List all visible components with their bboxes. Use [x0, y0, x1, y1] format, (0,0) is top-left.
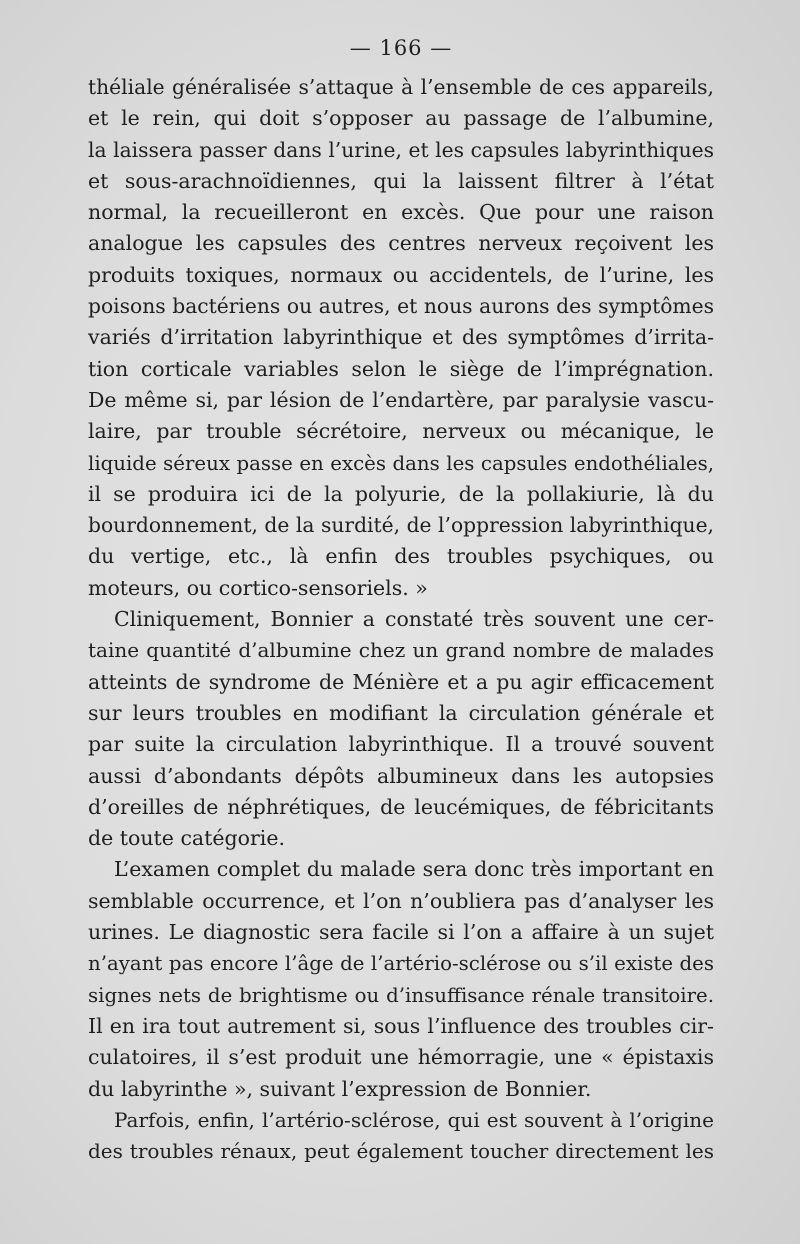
text-line: atteints de syndrome de Ménière et a pu agir efficacement — [88, 669, 714, 694]
page-number: — 166 — — [349, 36, 453, 60]
text-line: des troubles rénaux, peut également toucher directement les — [88, 1139, 714, 1164]
body-text — [88, 72, 714, 1167]
text-line: analogue les capsules des centres nerveux reçoivent les — [88, 231, 714, 256]
text-line: variés d’irritation labyrinthique et des symptômes d’irrita- — [88, 325, 714, 350]
text-line: théliale généralisée s’attaque à l’ensemble de ces appareils, — [88, 75, 714, 99]
text-line: moteurs, ou cortico-sensoriels. » — [88, 575, 428, 600]
text-line: produits toxiques, normaux ou accidentels, de l’urine, les — [88, 262, 714, 287]
text-line: culatoires, il s’est produit une hémorragie, une « épistaxis — [88, 1045, 714, 1070]
paragraph-start-line: L’examen complet du malade sera donc très important en — [114, 857, 714, 882]
paragraph-start-line: Parfois, enfin, l’artério-sclérose, qui est souvent à l’origine — [114, 1107, 714, 1132]
text-line: normal, la recueilleront en excès. Que pour une raison — [88, 200, 714, 225]
text-line: de toute catégorie. — [88, 826, 285, 851]
paragraph-start-line: Cliniquement, Bonnier a constaté très souvent une cer- — [114, 607, 714, 632]
text-line: et sous-arachnoïdiennes, qui la laissent filtrer à l’état — [88, 168, 714, 193]
text-line: De même si, par lésion de l’endartère, par paralysie vascu- — [88, 387, 714, 412]
text-line: laire, par trouble sécrétoire, nerveux ou mécanique, le — [88, 419, 714, 444]
text-line: aussi d’abondants dépôts albumineux dans les autopsies — [88, 763, 714, 788]
text-line: tion corticale variables selon le siège de l’imprégnation. — [88, 356, 714, 381]
text-line: du vertige, etc., là enfin des troubles psychiques, ou — [88, 544, 714, 569]
text-line: Il en ira tout autrement si, sous l’influence des troubles cir- — [88, 1013, 714, 1038]
text-line: il se produira ici de la polyurie, de la pollakiurie, là du — [88, 481, 714, 506]
text-line: et le rein, qui doit s’opposer au passage de l’albumine, — [88, 106, 714, 131]
text-line: semblable occurrence, et l’on n’oubliera pas d’analyser les — [88, 888, 714, 913]
text-line: par suite la circulation labyrinthique. Il a trouvé souvent — [88, 732, 714, 757]
text-line: d’oreilles de néphrétiques, de leucémiques, de fébricitants — [88, 794, 714, 819]
text-line: poisons bactériens ou autres, et nous aurons des symptômes — [88, 294, 714, 319]
text-line: liquide séreux passe en excès dans les capsules endothéliales, — [88, 451, 714, 475]
text-line: du labyrinthe », suivant l’expression de Bonnier. — [88, 1076, 592, 1101]
text-line: sur leurs troubles en modifiant la circulation générale et — [88, 700, 714, 725]
text-line: signes nets de brightisme ou d’insuffisance rénale transitoire. — [88, 983, 714, 1007]
text-line: la laissera passer dans l’urine, et les capsules labyrinthiques — [88, 137, 714, 162]
text-line: urines. Le diagnostic sera facile si l’on a affaire à un sujet — [88, 920, 714, 945]
text-line: bourdonnement, de la surdité, de l’oppression labyrinthique, — [88, 513, 714, 538]
text-line: n’ayant pas encore l’âge de l’artério-sclérose ou s’il existe des — [88, 952, 714, 976]
text-line: taine quantité d’albumine chez un grand nombre de malades — [88, 638, 714, 663]
